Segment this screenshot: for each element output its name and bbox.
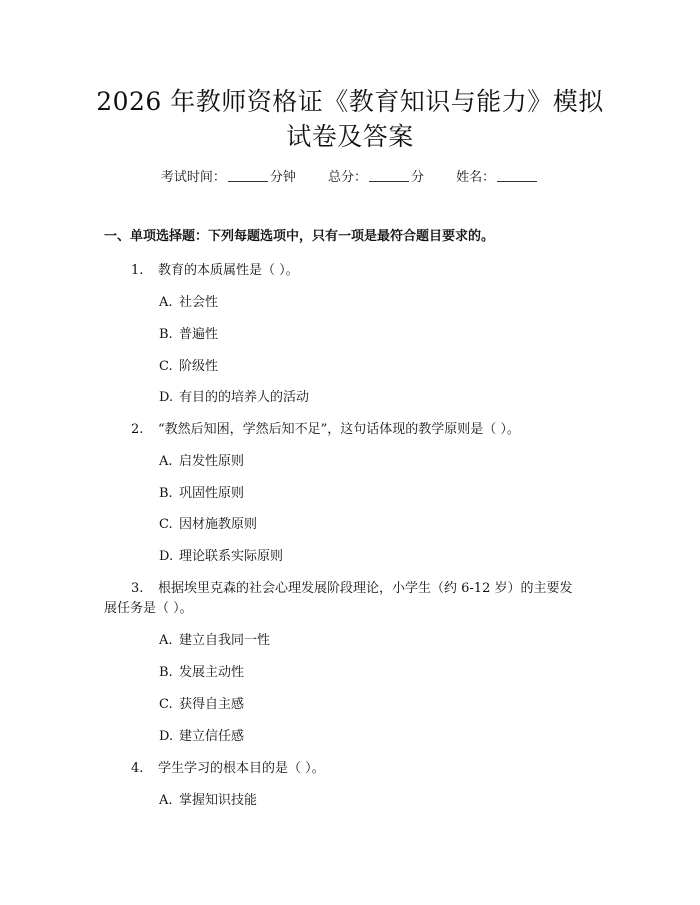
option-text: 发展主动性	[179, 665, 245, 680]
exam-time-blank	[228, 169, 268, 182]
q2-option-d	[159, 548, 283, 566]
option-text: 因材施教原则	[179, 517, 258, 532]
option-letter: C.	[159, 359, 173, 374]
option-letter: B.	[159, 486, 173, 501]
q2-option-c	[159, 516, 257, 534]
q2-option-a	[159, 453, 244, 471]
name-field	[456, 169, 539, 187]
option-text: 巩固性原则	[179, 486, 245, 501]
exam-title-line2: 试卷及答案	[286, 122, 414, 151]
option-letter: A.	[159, 793, 173, 808]
question-number: 4.	[131, 761, 144, 776]
q3-option-c	[159, 696, 244, 714]
option-letter: A.	[159, 633, 173, 648]
question-2	[131, 421, 520, 439]
question-text: 学生学习的根本目的是（ ）。	[158, 761, 325, 776]
exam-time-unit: 分钟	[269, 170, 296, 185]
q1-option-d	[159, 389, 309, 407]
total-score-field	[328, 169, 424, 187]
option-letter: A.	[159, 295, 173, 310]
option-text: 阶级性	[179, 359, 219, 374]
question-text-continued: 展任务是（ ）。	[104, 601, 193, 616]
exam-title-line1: 2026 年教师资格证《教育知识与能力》模拟	[96, 87, 604, 116]
option-text: 普遍性	[179, 327, 219, 342]
q2-option-b	[159, 485, 244, 503]
option-letter: D.	[159, 549, 174, 564]
question-number: 2.	[131, 422, 144, 437]
q3-option-b	[159, 664, 244, 682]
option-letter: D.	[159, 390, 174, 405]
question-number: 3.	[131, 581, 144, 596]
exam-time-field	[161, 169, 296, 187]
question-number: 1.	[131, 263, 144, 278]
total-score-unit: 分	[411, 170, 425, 185]
option-letter: C.	[159, 517, 173, 532]
option-text: 启发性原则	[179, 454, 245, 469]
exam-meta-row	[0, 169, 700, 187]
name-blank	[497, 169, 537, 182]
question-4	[131, 760, 325, 778]
question-text: 根据埃里克森的社会心理发展阶段理论，小学生（约 6-12 岁）的主要发	[158, 581, 573, 596]
q1-option-a	[159, 294, 218, 312]
q3-option-d	[159, 728, 244, 746]
question-text: 教育的本质属性是（ ）。	[158, 263, 299, 278]
option-letter: C.	[159, 697, 173, 712]
q4-option-a	[159, 792, 257, 810]
option-text: 掌握知识技能	[179, 793, 258, 808]
q1-option-c	[159, 358, 218, 376]
exam-time-label: 考试时间：	[160, 170, 226, 185]
option-text: 建立信任感	[179, 729, 245, 744]
option-letter: B.	[159, 327, 173, 342]
option-text: 有目的的培养人的活动	[179, 390, 310, 405]
section-heading: 一、单项选择题：下列每题选项中，只有一项是最符合题目要求的。	[104, 229, 495, 244]
name-label: 姓名：	[456, 170, 496, 185]
question-1	[131, 262, 299, 280]
question-3	[131, 580, 572, 598]
option-letter: D.	[159, 729, 174, 744]
q3-option-a	[159, 632, 270, 650]
q1-option-b	[159, 326, 218, 344]
option-text: 建立自我同一性	[179, 633, 271, 648]
option-text: 获得自主感	[179, 697, 245, 712]
total-score-blank	[369, 169, 409, 182]
question-text: “教然后知困，学然后知不足”，这句话体现的教学原则是（ ）。	[158, 422, 520, 437]
option-text: 理论联系实际原则	[179, 549, 284, 564]
option-letter: A.	[159, 454, 173, 469]
total-score-label: 总分：	[327, 170, 367, 185]
question-3-continued	[104, 600, 193, 618]
option-letter: B.	[159, 665, 173, 680]
option-text: 社会性	[179, 295, 219, 310]
